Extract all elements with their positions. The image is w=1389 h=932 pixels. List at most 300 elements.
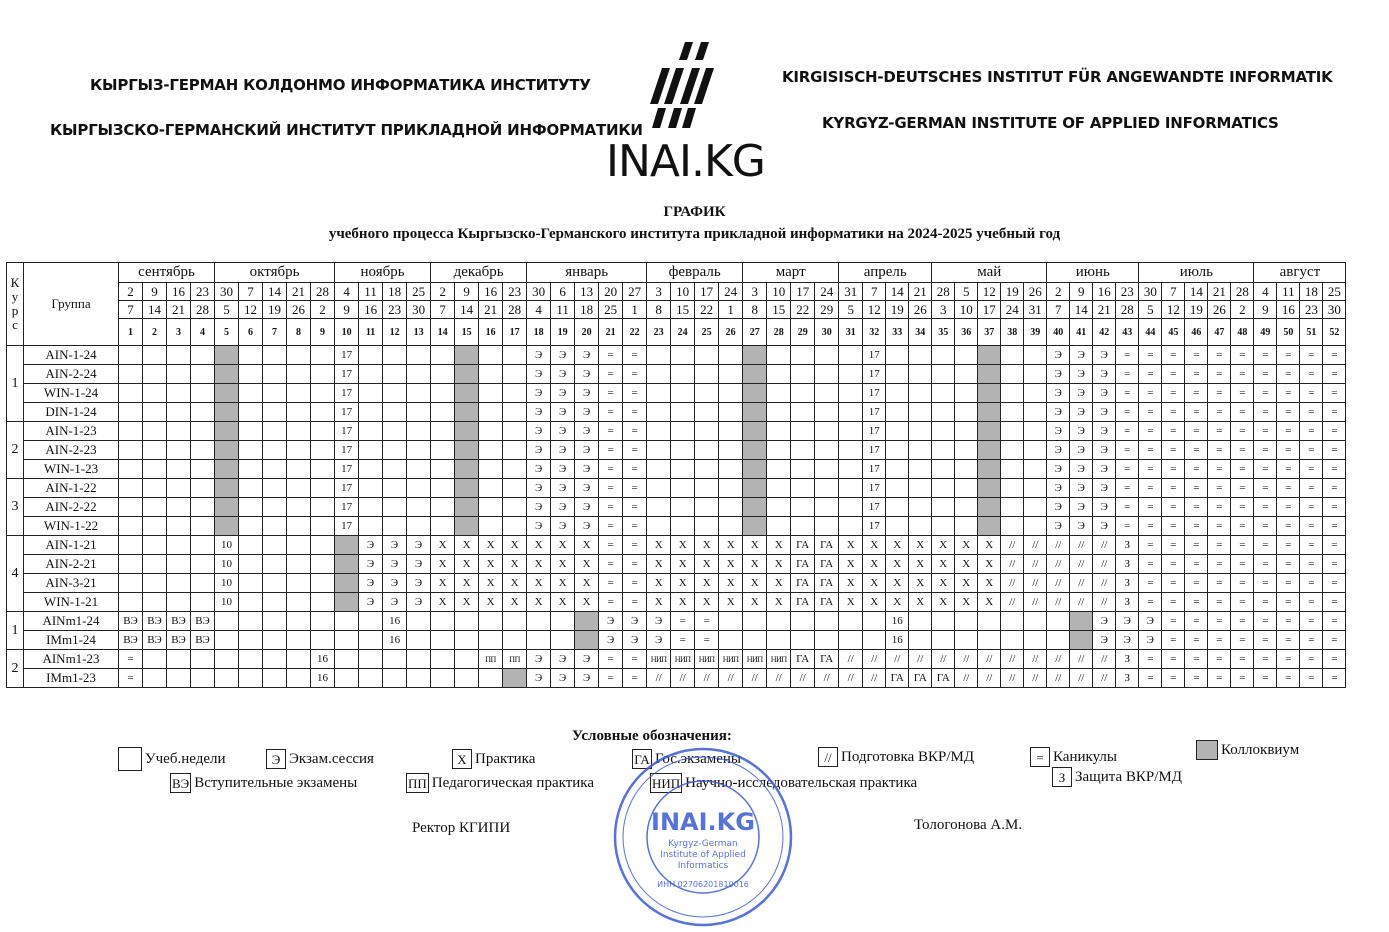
rector-label: Ректор КГИПИ — [412, 820, 511, 836]
schedule-cell — [383, 669, 407, 688]
week-end-date: 26 — [1208, 301, 1231, 319]
schedule-cell: = — [1323, 365, 1346, 384]
schedule-cell: = — [1162, 574, 1185, 593]
schedule-cell: = — [1185, 422, 1208, 441]
schedule-cell: X — [743, 574, 767, 593]
schedule-cell: = — [1139, 422, 1162, 441]
schedule-cell: Э — [1093, 403, 1116, 422]
schedule-cell — [839, 384, 863, 403]
schedule-cell — [119, 479, 143, 498]
schedule-cell — [719, 612, 743, 631]
schedule-cell: 17 — [335, 346, 359, 365]
schedule-cell — [239, 479, 263, 498]
schedule-cell: // — [1093, 536, 1116, 555]
schedule-cell — [431, 669, 455, 688]
group-name: AIN-1-23 — [24, 422, 119, 441]
schedule-cell — [671, 441, 695, 460]
schedule-cell: = — [1254, 574, 1277, 593]
schedule-cell: = — [1116, 460, 1139, 479]
schedule-cell — [263, 536, 287, 555]
schedule-cell — [503, 441, 527, 460]
week-number: 27 — [743, 319, 767, 346]
schedule-cell — [719, 384, 743, 403]
week-end-date: 31 — [1024, 301, 1047, 319]
schedule-cell — [839, 365, 863, 384]
schedule-cell: X — [743, 593, 767, 612]
schedule-cell: Э — [1070, 460, 1093, 479]
schedule-cell: X — [695, 593, 719, 612]
schedule-cell — [167, 346, 191, 365]
schedule-cell — [909, 346, 932, 365]
schedule-cell: // — [1047, 536, 1070, 555]
schedule-cell: 17 — [863, 479, 886, 498]
schedule-cell: = — [1231, 403, 1254, 422]
schedule-cell: 17 — [863, 517, 886, 536]
schedule-cell: = — [1116, 441, 1139, 460]
schedule-cell — [479, 384, 503, 403]
schedule-cell — [671, 517, 695, 536]
schedule-cell: = — [623, 536, 647, 555]
schedule-cell: Э — [407, 593, 431, 612]
group-name: DIN-1-24 — [24, 403, 119, 422]
kurs-header — [7, 263, 24, 346]
schedule-cell: X — [955, 593, 978, 612]
schedule-cell — [407, 631, 431, 650]
schedule-cell — [719, 631, 743, 650]
schedule-cell: Э — [527, 346, 551, 365]
schedule-cell — [167, 479, 191, 498]
group-name: WIN-1-24 — [24, 384, 119, 403]
schedule-cell: = — [1162, 422, 1185, 441]
schedule-cell — [886, 346, 909, 365]
schedule-cell — [239, 441, 263, 460]
schedule-cell: ГА — [791, 650, 815, 669]
schedule-cell: = — [1208, 555, 1231, 574]
schedule-cell — [815, 460, 839, 479]
schedule-cell: X — [863, 593, 886, 612]
group-name: AIN-3-21 — [24, 574, 119, 593]
week-start-date: 19 — [1001, 283, 1024, 301]
schedule-cell — [955, 612, 978, 631]
schedule-cell: = — [1185, 460, 1208, 479]
week-end-date: 22 — [791, 301, 815, 319]
group-name: AIN-1-21 — [24, 536, 119, 555]
schedule-cell — [647, 365, 671, 384]
schedule-cell — [431, 422, 455, 441]
schedule-cell: = — [1300, 365, 1323, 384]
schedule-cell — [191, 555, 215, 574]
schedule-cell: = — [1208, 403, 1231, 422]
week-number: 14 — [431, 319, 455, 346]
week-start-date: 2 — [1047, 283, 1070, 301]
schedule-cell — [359, 631, 383, 650]
schedule-cell: = — [1300, 498, 1323, 517]
schedule-cell: = — [1185, 536, 1208, 555]
schedule-cell — [909, 422, 932, 441]
schedule-cell: = — [1208, 631, 1231, 650]
schedule-cell: = — [1254, 593, 1277, 612]
month-header: январь — [527, 263, 647, 283]
week-number: 12 — [383, 319, 407, 346]
schedule-cell — [287, 536, 311, 555]
group-name: AIN-2-21 — [24, 555, 119, 574]
week-number: 8 — [287, 319, 311, 346]
month-header: май — [932, 263, 1047, 283]
schedule-cell: // — [1070, 555, 1093, 574]
schedule-cell: = — [1139, 593, 1162, 612]
legend-label: Подготовка ВКР/МД — [841, 748, 975, 765]
schedule-cell — [886, 517, 909, 536]
week-number: 37 — [978, 319, 1001, 346]
schedule-cell: Э — [1093, 384, 1116, 403]
schedule-cell: X — [671, 555, 695, 574]
schedule-cell — [215, 517, 239, 536]
table-row — [7, 384, 1346, 403]
schedule-cell: ВЭ — [143, 612, 167, 631]
schedule-cell — [431, 403, 455, 422]
table-row — [7, 365, 1346, 384]
schedule-cell: Э — [575, 460, 599, 479]
week-number: 36 — [955, 319, 978, 346]
schedule-cell: Э — [1139, 612, 1162, 631]
schedule-cell — [719, 517, 743, 536]
schedule-cell: = — [1185, 365, 1208, 384]
schedule-cell — [455, 441, 479, 460]
schedule-cell — [1024, 346, 1047, 365]
month-header: август — [1254, 263, 1346, 283]
week-number: 39 — [1024, 319, 1047, 346]
schedule-cell: Э — [647, 631, 671, 650]
schedule-cell — [479, 498, 503, 517]
schedule-cell — [407, 403, 431, 422]
group-name: AINm1-24 — [24, 612, 119, 631]
month-header: декабрь — [431, 263, 527, 283]
group-name: AINm1-23 — [24, 650, 119, 669]
schedule-cell: = — [1323, 498, 1346, 517]
schedule-cell — [359, 346, 383, 365]
schedule-cell: X — [431, 593, 455, 612]
schedule-cell — [839, 498, 863, 517]
schedule-cell: Э — [1047, 403, 1070, 422]
schedule-cell — [839, 631, 863, 650]
schedule-cell: = — [1300, 441, 1323, 460]
schedule-cell — [909, 403, 932, 422]
schedule-cell: = — [1116, 422, 1139, 441]
schedule-cell — [143, 536, 167, 555]
schedule-cell: Э — [1093, 479, 1116, 498]
week-start-date: 18 — [383, 283, 407, 301]
schedule-cell: = — [623, 365, 647, 384]
schedule-cell: // — [863, 650, 886, 669]
schedule-cell: = — [623, 669, 647, 688]
schedule-cell: = — [1208, 479, 1231, 498]
schedule-cell: = — [1208, 574, 1231, 593]
stamp-line3: Informatics — [677, 861, 729, 871]
schedule-cell: // — [839, 669, 863, 688]
week-end-date: 12 — [863, 301, 886, 319]
schedule-cell — [978, 403, 1001, 422]
week-number: 22 — [623, 319, 647, 346]
schedule-cell — [1047, 631, 1070, 650]
schedule-cell: // — [1070, 650, 1093, 669]
week-end-date: 21 — [1093, 301, 1116, 319]
schedule-cell — [239, 593, 263, 612]
schedule-cell: = — [1116, 479, 1139, 498]
schedule-cell: X — [719, 574, 743, 593]
schedule-cell: = — [623, 422, 647, 441]
schedule-cell — [359, 441, 383, 460]
schedule-cell — [143, 517, 167, 536]
schedule-cell: = — [599, 460, 623, 479]
schedule-cell — [695, 403, 719, 422]
schedule-cell: X — [647, 593, 671, 612]
legend-title: Условные обозначения: — [572, 728, 732, 744]
schedule-cell: ГА — [791, 574, 815, 593]
schedule-cell: X — [767, 555, 791, 574]
schedule-cell — [647, 422, 671, 441]
schedule-cell: = — [1323, 460, 1346, 479]
week-end-date: 12 — [1162, 301, 1185, 319]
schedule-cell — [743, 384, 767, 403]
schedule-cell: = — [1139, 650, 1162, 669]
schedule-cell — [311, 498, 335, 517]
schedule-cell — [287, 498, 311, 517]
schedule-cell — [311, 403, 335, 422]
week-end-date: 1 — [623, 301, 647, 319]
schedule-cell — [335, 669, 359, 688]
schedule-cell — [743, 517, 767, 536]
schedule-cell: Э — [359, 536, 383, 555]
schedule-cell: X — [527, 593, 551, 612]
schedule-cell: = — [1231, 422, 1254, 441]
schedule-cell: = — [1254, 346, 1277, 365]
schedule-cell: // — [886, 650, 909, 669]
schedule-cell: = — [1254, 460, 1277, 479]
schedule-cell: 10 — [215, 574, 239, 593]
schedule-cell — [359, 498, 383, 517]
schedule-cell — [455, 517, 479, 536]
schedule-cell — [1024, 384, 1047, 403]
schedule-cell — [263, 650, 287, 669]
schedule-cell: = — [1300, 669, 1323, 688]
week-number: 49 — [1254, 319, 1277, 346]
schedule-cell — [815, 422, 839, 441]
schedule-cell — [263, 365, 287, 384]
week-end-date: 8 — [743, 301, 767, 319]
schedule-cell: = — [623, 346, 647, 365]
schedule-cell: // — [955, 669, 978, 688]
schedule-cell: = — [1323, 422, 1346, 441]
schedule-cell — [239, 365, 263, 384]
schedule-cell — [455, 612, 479, 631]
schedule-cell: X — [909, 555, 932, 574]
schedule-cell — [671, 460, 695, 479]
schedule-cell: = — [599, 384, 623, 403]
schedule-cell: X — [909, 593, 932, 612]
schedule-cell — [909, 479, 932, 498]
schedule-cell: ВЭ — [119, 612, 143, 631]
schedule-cell: = — [1300, 574, 1323, 593]
schedule-cell — [383, 650, 407, 669]
schedule-cell — [1024, 365, 1047, 384]
schedule-cell — [1024, 422, 1047, 441]
schedule-cell — [431, 441, 455, 460]
schedule-cell — [909, 384, 932, 403]
schedule-cell: НИП — [743, 650, 767, 669]
schedule-cell: Э — [383, 555, 407, 574]
schedule-cell: // — [1024, 555, 1047, 574]
schedule-cell: 17 — [335, 422, 359, 441]
schedule-cell — [143, 593, 167, 612]
schedule-cell — [719, 460, 743, 479]
schedule-cell: Э — [383, 593, 407, 612]
schedule-cell: Э — [1093, 346, 1116, 365]
schedule-cell: 17 — [335, 384, 359, 403]
table-row — [7, 555, 1346, 574]
schedule-cell — [239, 403, 263, 422]
schedule-cell — [407, 669, 431, 688]
week-number: 48 — [1231, 319, 1254, 346]
schedule-cell: X — [551, 574, 575, 593]
schedule-cell — [743, 631, 767, 650]
schedule-cell: X — [455, 536, 479, 555]
schedule-cell: X — [695, 536, 719, 555]
schedule-cell — [143, 346, 167, 365]
table-row — [7, 612, 1346, 631]
schedule-cell — [407, 460, 431, 479]
page-subtitle: учебного процесса Кыргызско-Германского института прикладной информатики на 2024-2025 учебный год — [328, 226, 1061, 242]
schedule-cell — [671, 346, 695, 365]
week-end-date: 16 — [359, 301, 383, 319]
schedule-cell — [695, 384, 719, 403]
kurs-cell: 1 — [7, 612, 24, 650]
week-end-date: 7 — [431, 301, 455, 319]
legend-label: Защита ВКР/МД — [1075, 768, 1182, 785]
schedule-cell — [311, 365, 335, 384]
schedule-cell: // — [1024, 574, 1047, 593]
schedule-cell: X — [955, 555, 978, 574]
schedule-cell — [191, 460, 215, 479]
schedule-cell: X — [863, 574, 886, 593]
schedule-cell — [479, 422, 503, 441]
schedule-cell: = — [1162, 403, 1185, 422]
schedule-cell — [767, 498, 791, 517]
schedule-cell — [311, 555, 335, 574]
week-number: 32 — [863, 319, 886, 346]
week-start-date: 16 — [479, 283, 503, 301]
schedule-cell — [978, 498, 1001, 517]
schedule-cell — [978, 612, 1001, 631]
schedule-cell: = — [1208, 517, 1231, 536]
schedule-cell — [407, 441, 431, 460]
schedule-cell — [767, 517, 791, 536]
legend-entrance-exams — [170, 773, 357, 793]
schedule-cell: = — [1185, 517, 1208, 536]
table-row — [7, 441, 1346, 460]
legend-thesis-prep — [818, 747, 974, 767]
schedule-cell — [239, 517, 263, 536]
schedule-cell — [1001, 422, 1024, 441]
schedule-cell: = — [1139, 346, 1162, 365]
week-number: 1 — [119, 319, 143, 346]
schedule-cell: X — [455, 593, 479, 612]
schedule-cell — [407, 365, 431, 384]
schedule-cell — [263, 612, 287, 631]
schedule-cell: = — [1323, 384, 1346, 403]
schedule-cell: // — [1070, 593, 1093, 612]
schedule-cell — [839, 441, 863, 460]
schedule-cell: // — [1001, 650, 1024, 669]
schedule-cell — [932, 631, 955, 650]
schedule-cell — [647, 403, 671, 422]
schedule-cell: Э — [1047, 365, 1070, 384]
schedule-cell: = — [1323, 593, 1346, 612]
schedule-cell — [1024, 403, 1047, 422]
schedule-cell — [215, 498, 239, 517]
schedule-cell — [1001, 498, 1024, 517]
schedule-cell: = — [695, 631, 719, 650]
legend-label: Каникулы — [1053, 748, 1117, 765]
schedule-cell — [215, 403, 239, 422]
schedule-cell: Э — [527, 498, 551, 517]
schedule-cell — [503, 422, 527, 441]
schedule-cell — [335, 574, 359, 593]
schedule-cell — [815, 498, 839, 517]
month-header: октябрь — [215, 263, 335, 283]
week-start-date: 5 — [955, 283, 978, 301]
schedule-cell: X — [503, 536, 527, 555]
schedule-cell — [479, 460, 503, 479]
schedule-cell: Э — [575, 498, 599, 517]
schedule-cell — [215, 422, 239, 441]
schedule-cell: X — [527, 555, 551, 574]
group-name: AIN-1-22 — [24, 479, 119, 498]
legend-label: Коллоквиум — [1221, 741, 1300, 758]
schedule-cell: = — [1208, 669, 1231, 688]
schedule-cell — [383, 479, 407, 498]
schedule-cell: // — [695, 669, 719, 688]
schedule-cell — [335, 536, 359, 555]
week-number: 20 — [575, 319, 599, 346]
schedule-cell — [143, 555, 167, 574]
schedule-cell — [239, 669, 263, 688]
week-end-date: 26 — [909, 301, 932, 319]
schedule-cell: 10 — [215, 555, 239, 574]
schedule-cell: Э — [551, 498, 575, 517]
schedule-cell: = — [1162, 365, 1185, 384]
schedule-cell — [311, 517, 335, 536]
legend-label: Педагогическая практика — [431, 774, 594, 791]
schedule-cell: Э — [1116, 631, 1139, 650]
schedule-cell: = — [1185, 498, 1208, 517]
schedule-cell — [978, 460, 1001, 479]
schedule-cell: Э — [1047, 479, 1070, 498]
schedule-cell: = — [1254, 479, 1277, 498]
schedule-cell — [311, 631, 335, 650]
week-number: 9 — [311, 319, 335, 346]
schedule-cell — [1001, 479, 1024, 498]
schedule-cell: = — [1254, 441, 1277, 460]
schedule-cell — [886, 384, 909, 403]
schedule-cell: = — [1208, 384, 1231, 403]
schedule-cell — [695, 517, 719, 536]
schedule-cell — [287, 403, 311, 422]
schedule-cell — [503, 612, 527, 631]
week-start-date: 4 — [335, 283, 359, 301]
schedule-cell — [287, 441, 311, 460]
table-row — [7, 460, 1346, 479]
schedule-cell: = — [1300, 460, 1323, 479]
